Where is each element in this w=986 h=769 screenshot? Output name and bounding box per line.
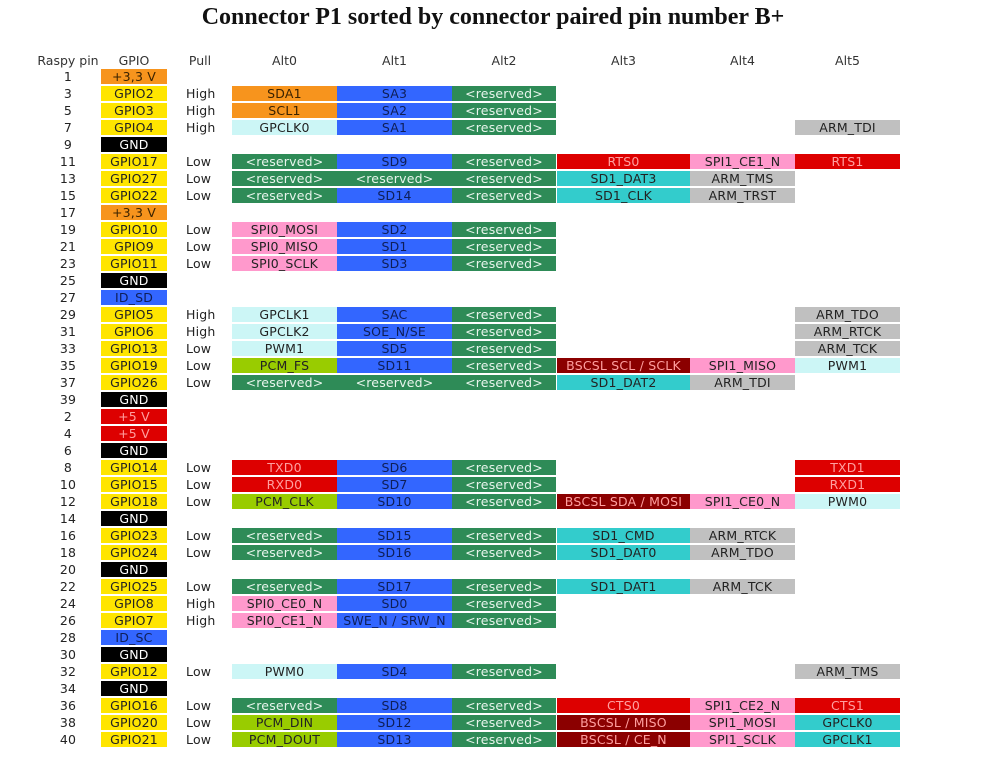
raspy-pin-cell: 4 [63, 426, 73, 441]
alt1-cell: SD10 [337, 494, 452, 509]
alt4-cell: SPI1_CE0_N [690, 494, 795, 509]
gpio-cell: GPIO2 [101, 86, 167, 101]
alt5-cell: GPCLK1 [795, 732, 900, 747]
raspy-pin-cell: 28 [59, 630, 77, 645]
alt2-cell: <reserved> [452, 732, 556, 747]
gpio-cell: GPIO3 [101, 103, 167, 118]
gpio-cell: ID_SD [101, 290, 167, 305]
pull-cell: High [186, 103, 216, 118]
alt1-cell: SD8 [337, 698, 452, 713]
alt2-cell: <reserved> [452, 256, 556, 271]
alt0-cell: <reserved> [232, 171, 337, 186]
gpio-cell: GPIO18 [101, 494, 167, 509]
alt4-cell: SPI1_SCLK [690, 732, 795, 747]
alt3-cell: BSCSL SCL / SCLK [557, 358, 690, 373]
alt2-cell: <reserved> [452, 358, 556, 373]
header-alt2: Alt2 [491, 53, 517, 68]
alt4-cell: SPI1_MOSI [690, 715, 795, 730]
alt0-cell: RXD0 [232, 477, 337, 492]
alt1-cell: SWE_N / SRW_N [337, 613, 452, 628]
alt0-cell: SCL1 [232, 103, 337, 118]
alt0-cell: <reserved> [232, 154, 337, 169]
gpio-cell: GPIO11 [101, 256, 167, 271]
alt0-cell: GPCLK2 [232, 324, 337, 339]
alt4-cell: ARM_TMS [690, 171, 795, 186]
header-alt0: Alt0 [272, 53, 297, 68]
alt2-cell: <reserved> [452, 188, 556, 203]
alt1-cell: SD11 [337, 358, 452, 373]
alt0-cell: PWM1 [232, 341, 337, 356]
alt0-cell: SPI0_CE0_N [232, 596, 337, 611]
gpio-cell: GND [101, 647, 167, 662]
alt1-cell: SD5 [337, 341, 452, 356]
header-pull: Pull [188, 53, 212, 68]
alt0-cell: PCM_FS [232, 358, 337, 373]
pull-cell: High [186, 596, 216, 611]
raspy-pin-cell: 1 [63, 69, 73, 84]
gpio-cell: GPIO13 [101, 341, 167, 356]
pull-cell: Low [186, 664, 212, 679]
pull-cell: Low [186, 239, 212, 254]
header-gpio: GPIO [118, 53, 150, 68]
alt1-cell: SD6 [337, 460, 452, 475]
alt4-cell: SPI1_CE2_N [690, 698, 795, 713]
gpio-cell: ID_SC [101, 630, 167, 645]
alt5-cell: PWM1 [795, 358, 900, 373]
pull-cell: Low [186, 171, 212, 186]
gpio-cell: GPIO21 [101, 732, 167, 747]
pull-cell: Low [186, 732, 212, 747]
alt4-cell: ARM_TRST [690, 188, 795, 203]
header-alt3: Alt3 [611, 53, 636, 68]
alt2-cell: <reserved> [452, 222, 556, 237]
pull-cell: Low [186, 494, 212, 509]
alt0-cell: <reserved> [232, 698, 337, 713]
alt5-cell: RTS1 [795, 154, 900, 169]
alt2-cell: <reserved> [452, 460, 556, 475]
alt2-cell: <reserved> [452, 103, 556, 118]
pull-cell: High [186, 307, 216, 322]
header-alt5: Alt5 [835, 53, 860, 68]
alt3-cell: BSCSL SDA / MOSI [557, 494, 690, 509]
alt5-cell: ARM_RTCK [795, 324, 900, 339]
raspy-pin-cell: 36 [59, 698, 77, 713]
alt3-cell: SD1_CLK [557, 188, 690, 203]
gpio-cell: GND [101, 562, 167, 577]
alt1-cell: SOE_N/SE [337, 324, 452, 339]
raspy-pin-cell: 26 [59, 613, 77, 628]
alt1-cell: SD0 [337, 596, 452, 611]
gpio-cell: GPIO25 [101, 579, 167, 594]
alt0-cell: <reserved> [232, 375, 337, 390]
alt5-cell: RXD1 [795, 477, 900, 492]
gpio-cell: GND [101, 443, 167, 458]
alt5-cell: ARM_TDO [795, 307, 900, 322]
raspy-pin-cell: 24 [59, 596, 77, 611]
alt2-cell: <reserved> [452, 613, 556, 628]
alt0-cell: TXD0 [232, 460, 337, 475]
alt0-cell: SPI0_MOSI [232, 222, 337, 237]
alt0-cell: GPCLK0 [232, 120, 337, 135]
gpio-cell: GPIO26 [101, 375, 167, 390]
alt1-cell: SD16 [337, 545, 452, 560]
pull-cell: Low [186, 188, 212, 203]
gpio-cell: GPIO16 [101, 698, 167, 713]
gpio-cell: GND [101, 392, 167, 407]
alt1-cell: SD2 [337, 222, 452, 237]
alt3-cell: RTS0 [557, 154, 690, 169]
alt1-cell: SD17 [337, 579, 452, 594]
raspy-pin-cell: 29 [59, 307, 77, 322]
pull-cell: Low [186, 222, 212, 237]
alt5-cell: ARM_TCK [795, 341, 900, 356]
gpio-cell: +5 V [101, 409, 167, 424]
raspy-pin-cell: 30 [59, 647, 77, 662]
raspy-pin-cell: 2 [63, 409, 73, 424]
raspy-pin-cell: 6 [63, 443, 73, 458]
raspy-pin-cell: 34 [59, 681, 77, 696]
alt3-cell: SD1_DAT2 [557, 375, 690, 390]
alt4-cell: SPI1_CE1_N [690, 154, 795, 169]
alt1-cell: SD9 [337, 154, 452, 169]
raspy-pin-cell: 14 [59, 511, 77, 526]
alt4-cell: ARM_TDO [690, 545, 795, 560]
page-title: Connector P1 sorted by connector paired pin number B+ [201, 4, 785, 30]
alt1-cell: SD3 [337, 256, 452, 271]
alt3-cell: BSCSL / CE_N [557, 732, 690, 747]
alt1-cell: SA3 [337, 86, 452, 101]
alt1-cell: SA1 [337, 120, 452, 135]
raspy-pin-cell: 32 [59, 664, 77, 679]
alt0-cell: SPI0_MISO [232, 239, 337, 254]
gpio-cell: GPIO19 [101, 358, 167, 373]
alt2-cell: <reserved> [452, 545, 556, 560]
alt2-cell: <reserved> [452, 324, 556, 339]
alt1-cell: SA2 [337, 103, 452, 118]
alt0-cell: SPI0_SCLK [232, 256, 337, 271]
alt5-cell: ARM_TDI [795, 120, 900, 135]
raspy-pin-cell: 19 [59, 222, 77, 237]
alt3-cell: SD1_DAT1 [557, 579, 690, 594]
gpio-cell: GPIO9 [101, 239, 167, 254]
alt1-cell: SD7 [337, 477, 452, 492]
alt2-cell: <reserved> [452, 596, 556, 611]
pull-cell: Low [186, 715, 212, 730]
raspy-pin-cell: 11 [59, 154, 77, 169]
gpio-cell: GPIO5 [101, 307, 167, 322]
alt1-cell: <reserved> [337, 171, 452, 186]
raspy-pin-cell: 9 [63, 137, 73, 152]
raspy-pin-cell: 31 [59, 324, 77, 339]
alt1-cell: SD13 [337, 732, 452, 747]
pull-cell: High [186, 613, 216, 628]
alt1-cell: SD12 [337, 715, 452, 730]
gpio-cell: GPIO4 [101, 120, 167, 135]
alt0-cell: PCM_DIN [232, 715, 337, 730]
alt3-cell: CTS0 [557, 698, 690, 713]
alt4-cell: ARM_RTCK [690, 528, 795, 543]
pull-cell: Low [186, 358, 212, 373]
header-alt1: Alt1 [382, 53, 407, 68]
alt0-cell: PCM_DOUT [232, 732, 337, 747]
raspy-pin-cell: 3 [63, 86, 73, 101]
alt2-cell: <reserved> [452, 171, 556, 186]
raspy-pin-cell: 35 [59, 358, 77, 373]
alt0-cell: <reserved> [232, 188, 337, 203]
alt1-cell: <reserved> [337, 375, 452, 390]
gpio-cell: GPIO6 [101, 324, 167, 339]
alt0-cell: SDA1 [232, 86, 337, 101]
alt1-cell: SAC [337, 307, 452, 322]
alt1-cell: SD14 [337, 188, 452, 203]
alt1-cell: SD4 [337, 664, 452, 679]
pull-cell: Low [186, 256, 212, 271]
alt4-cell: ARM_TDI [690, 375, 795, 390]
pull-cell: Low [186, 477, 212, 492]
alt4-cell: ARM_TCK [690, 579, 795, 594]
alt0-cell: PCM_CLK [232, 494, 337, 509]
gpio-cell: GPIO10 [101, 222, 167, 237]
raspy-pin-cell: 15 [59, 188, 77, 203]
alt5-cell: CTS1 [795, 698, 900, 713]
pull-cell: High [186, 324, 216, 339]
raspy-pin-cell: 21 [59, 239, 77, 254]
gpio-cell: GPIO24 [101, 545, 167, 560]
alt2-cell: <reserved> [452, 477, 556, 492]
gpio-cell: GPIO15 [101, 477, 167, 492]
gpio-cell: GPIO7 [101, 613, 167, 628]
alt0-cell: <reserved> [232, 545, 337, 560]
raspy-pin-cell: 7 [63, 120, 73, 135]
raspy-pin-cell: 25 [59, 273, 77, 288]
raspy-pin-cell: 37 [59, 375, 77, 390]
raspy-pin-cell: 33 [59, 341, 77, 356]
raspy-pin-cell: 17 [59, 205, 77, 220]
alt2-cell: <reserved> [452, 579, 556, 594]
alt2-cell: <reserved> [452, 154, 556, 169]
raspy-pin-cell: 18 [59, 545, 77, 560]
alt1-cell: SD15 [337, 528, 452, 543]
gpio-cell: GPIO27 [101, 171, 167, 186]
gpio-cell: GPIO12 [101, 664, 167, 679]
raspy-pin-cell: 10 [59, 477, 77, 492]
gpio-cell: GPIO17 [101, 154, 167, 169]
alt1-cell: SD1 [337, 239, 452, 254]
raspy-pin-cell: 5 [63, 103, 73, 118]
alt2-cell: <reserved> [452, 664, 556, 679]
gpio-cell: GND [101, 273, 167, 288]
alt0-cell: <reserved> [232, 528, 337, 543]
gpio-cell: GPIO20 [101, 715, 167, 730]
pull-cell: Low [186, 698, 212, 713]
gpio-cell: GPIO23 [101, 528, 167, 543]
gpio-cell: GPIO14 [101, 460, 167, 475]
alt2-cell: <reserved> [452, 528, 556, 543]
pull-cell: Low [186, 341, 212, 356]
pull-cell: High [186, 86, 216, 101]
raspy-pin-cell: 23 [59, 256, 77, 271]
alt3-cell: SD1_DAT0 [557, 545, 690, 560]
header-raspy-pin: Raspy pin [37, 53, 99, 68]
alt2-cell: <reserved> [452, 715, 556, 730]
alt5-cell: TXD1 [795, 460, 900, 475]
alt2-cell: <reserved> [452, 120, 556, 135]
alt3-cell: SD1_CMD [557, 528, 690, 543]
pull-cell: Low [186, 528, 212, 543]
pull-cell: High [186, 120, 216, 135]
alt0-cell: SPI0_CE1_N [232, 613, 337, 628]
gpio-cell: GPIO22 [101, 188, 167, 203]
alt2-cell: <reserved> [452, 307, 556, 322]
alt0-cell: PWM0 [232, 664, 337, 679]
gpio-cell: +3,3 V [101, 69, 167, 84]
pull-cell: Low [186, 579, 212, 594]
gpio-cell: +5 V [101, 426, 167, 441]
gpio-cell: GND [101, 137, 167, 152]
pull-cell: Low [186, 460, 212, 475]
gpio-cell: GND [101, 681, 167, 696]
raspy-pin-cell: 38 [59, 715, 77, 730]
gpio-cell: +3,3 V [101, 205, 167, 220]
raspy-pin-cell: 20 [59, 562, 77, 577]
raspy-pin-cell: 8 [63, 460, 73, 475]
raspy-pin-cell: 39 [59, 392, 77, 407]
raspy-pin-cell: 27 [59, 290, 77, 305]
raspy-pin-cell: 16 [59, 528, 77, 543]
alt2-cell: <reserved> [452, 341, 556, 356]
alt2-cell: <reserved> [452, 698, 556, 713]
alt4-cell: SPI1_MISO [690, 358, 795, 373]
alt5-cell: PWM0 [795, 494, 900, 509]
alt2-cell: <reserved> [452, 239, 556, 254]
raspy-pin-cell: 12 [59, 494, 77, 509]
alt0-cell: GPCLK1 [232, 307, 337, 322]
alt3-cell: SD1_DAT3 [557, 171, 690, 186]
alt5-cell: ARM_TMS [795, 664, 900, 679]
alt2-cell: <reserved> [452, 86, 556, 101]
header-alt4: Alt4 [730, 53, 755, 68]
pull-cell: Low [186, 375, 212, 390]
pull-cell: Low [186, 154, 212, 169]
raspy-pin-cell: 40 [59, 732, 77, 747]
alt3-cell: BSCSL / MISO [557, 715, 690, 730]
raspy-pin-cell: 22 [59, 579, 77, 594]
gpio-cell: GPIO8 [101, 596, 167, 611]
alt2-cell: <reserved> [452, 375, 556, 390]
alt0-cell: <reserved> [232, 579, 337, 594]
gpio-cell: GND [101, 511, 167, 526]
pull-cell: Low [186, 545, 212, 560]
alt5-cell: GPCLK0 [795, 715, 900, 730]
raspy-pin-cell: 13 [59, 171, 77, 186]
alt2-cell: <reserved> [452, 494, 556, 509]
